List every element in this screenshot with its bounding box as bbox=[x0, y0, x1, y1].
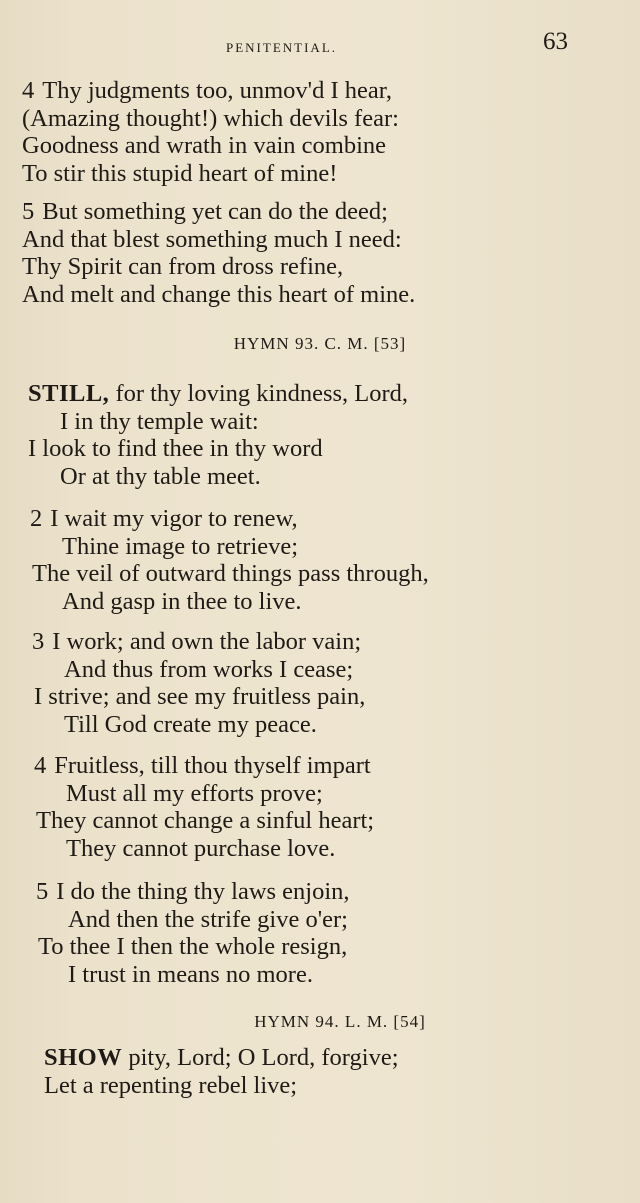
verse-line bbox=[0, 380, 640, 408]
hymn-93-stanza-3 bbox=[0, 628, 640, 738]
verse-line bbox=[0, 1044, 640, 1072]
verse-line: Let a repenting rebel live; bbox=[44, 1071, 298, 1099]
verse-line: To stir this stupid heart of mine! bbox=[22, 159, 338, 187]
verse-line: Or at thy table meet. bbox=[60, 462, 261, 490]
verse-line: Goodness and wrath in vain combine bbox=[22, 132, 387, 160]
verse-number: 4 bbox=[34, 752, 47, 779]
verse-text: I wait my vigor to renew, bbox=[50, 505, 298, 532]
first-word: STILL, bbox=[28, 380, 110, 407]
verse-line: And then the strife give o'er; bbox=[68, 905, 348, 933]
verse-line: And thus from works I cease; bbox=[64, 655, 354, 683]
page-number: 63 bbox=[543, 28, 568, 55]
verse-line: They cannot purchase love. bbox=[66, 834, 336, 862]
verse-text: pity, Lord; O Lord, forgive; bbox=[122, 1044, 399, 1071]
verse-text: I do the thing thy laws enjoin, bbox=[56, 878, 350, 905]
verse-number: 5 bbox=[36, 878, 49, 905]
verse-text: Fruitless, till thou thyself impart bbox=[54, 752, 371, 779]
verse-line bbox=[0, 752, 640, 780]
verse-line: And melt and change this heart of mine. bbox=[22, 280, 416, 308]
verse-line bbox=[0, 198, 640, 226]
hymn-93-stanza-4 bbox=[0, 752, 640, 862]
first-word: SHOW bbox=[44, 1044, 123, 1071]
stanza-prev-5 bbox=[0, 198, 640, 308]
page-header bbox=[0, 28, 640, 58]
verse-line: Thy Spirit can from dross refine, bbox=[22, 253, 344, 281]
verse-line: I look to find thee in thy word bbox=[28, 435, 323, 463]
hymn-93-heading: HYMN 93. C. M. [53] bbox=[233, 334, 407, 353]
verse-line: And gasp in thee to live. bbox=[62, 587, 302, 615]
verse-line: Must all my efforts prove; bbox=[66, 779, 323, 807]
verse-text: But something yet can do the deed; bbox=[42, 198, 388, 225]
verse-text: Thy judgments too, unmov'd I hear, bbox=[42, 77, 393, 104]
hymn-93-stanza-1 bbox=[0, 380, 640, 490]
verse-line: The veil of outward things pass through, bbox=[32, 560, 429, 588]
verse-number: 5 bbox=[22, 198, 35, 225]
hymn-94-heading: HYMN 94. L. M. [54] bbox=[254, 1012, 426, 1031]
verse-line: And that blest something much I need: bbox=[22, 225, 402, 253]
verse-line: I trust in means no more. bbox=[68, 960, 313, 988]
verse-line: They cannot change a sinful heart; bbox=[36, 807, 375, 835]
verse-text: for thy loving kindness, Lord, bbox=[109, 380, 409, 407]
verse-line bbox=[0, 878, 640, 906]
verse-line bbox=[0, 505, 640, 533]
running-head: PENITENTIAL. bbox=[226, 40, 338, 55]
verse-number: 3 bbox=[32, 628, 45, 655]
verse-number: 2 bbox=[30, 505, 43, 532]
hymn-94-stanza-1 bbox=[0, 1044, 640, 1099]
verse-number: 4 bbox=[22, 77, 35, 104]
verse-line: To thee I then the whole resign, bbox=[38, 933, 348, 961]
verse-text: I work; and own the labor vain; bbox=[52, 628, 362, 655]
verse-line: I strive; and see my fruitless pain, bbox=[34, 683, 366, 711]
verse-line bbox=[0, 628, 640, 656]
verse-line bbox=[0, 77, 640, 105]
verse-line: I in thy temple wait: bbox=[60, 407, 259, 435]
hymn-93-stanza-2 bbox=[0, 505, 640, 615]
hymn-93-stanza-5 bbox=[0, 878, 640, 988]
verse-line: Till God create my peace. bbox=[64, 710, 317, 738]
verse-line: Thine image to retrieve; bbox=[62, 532, 299, 560]
verse-line: (Amazing thought!) which devils fear: bbox=[22, 104, 399, 132]
stanza-prev-4 bbox=[0, 77, 640, 187]
